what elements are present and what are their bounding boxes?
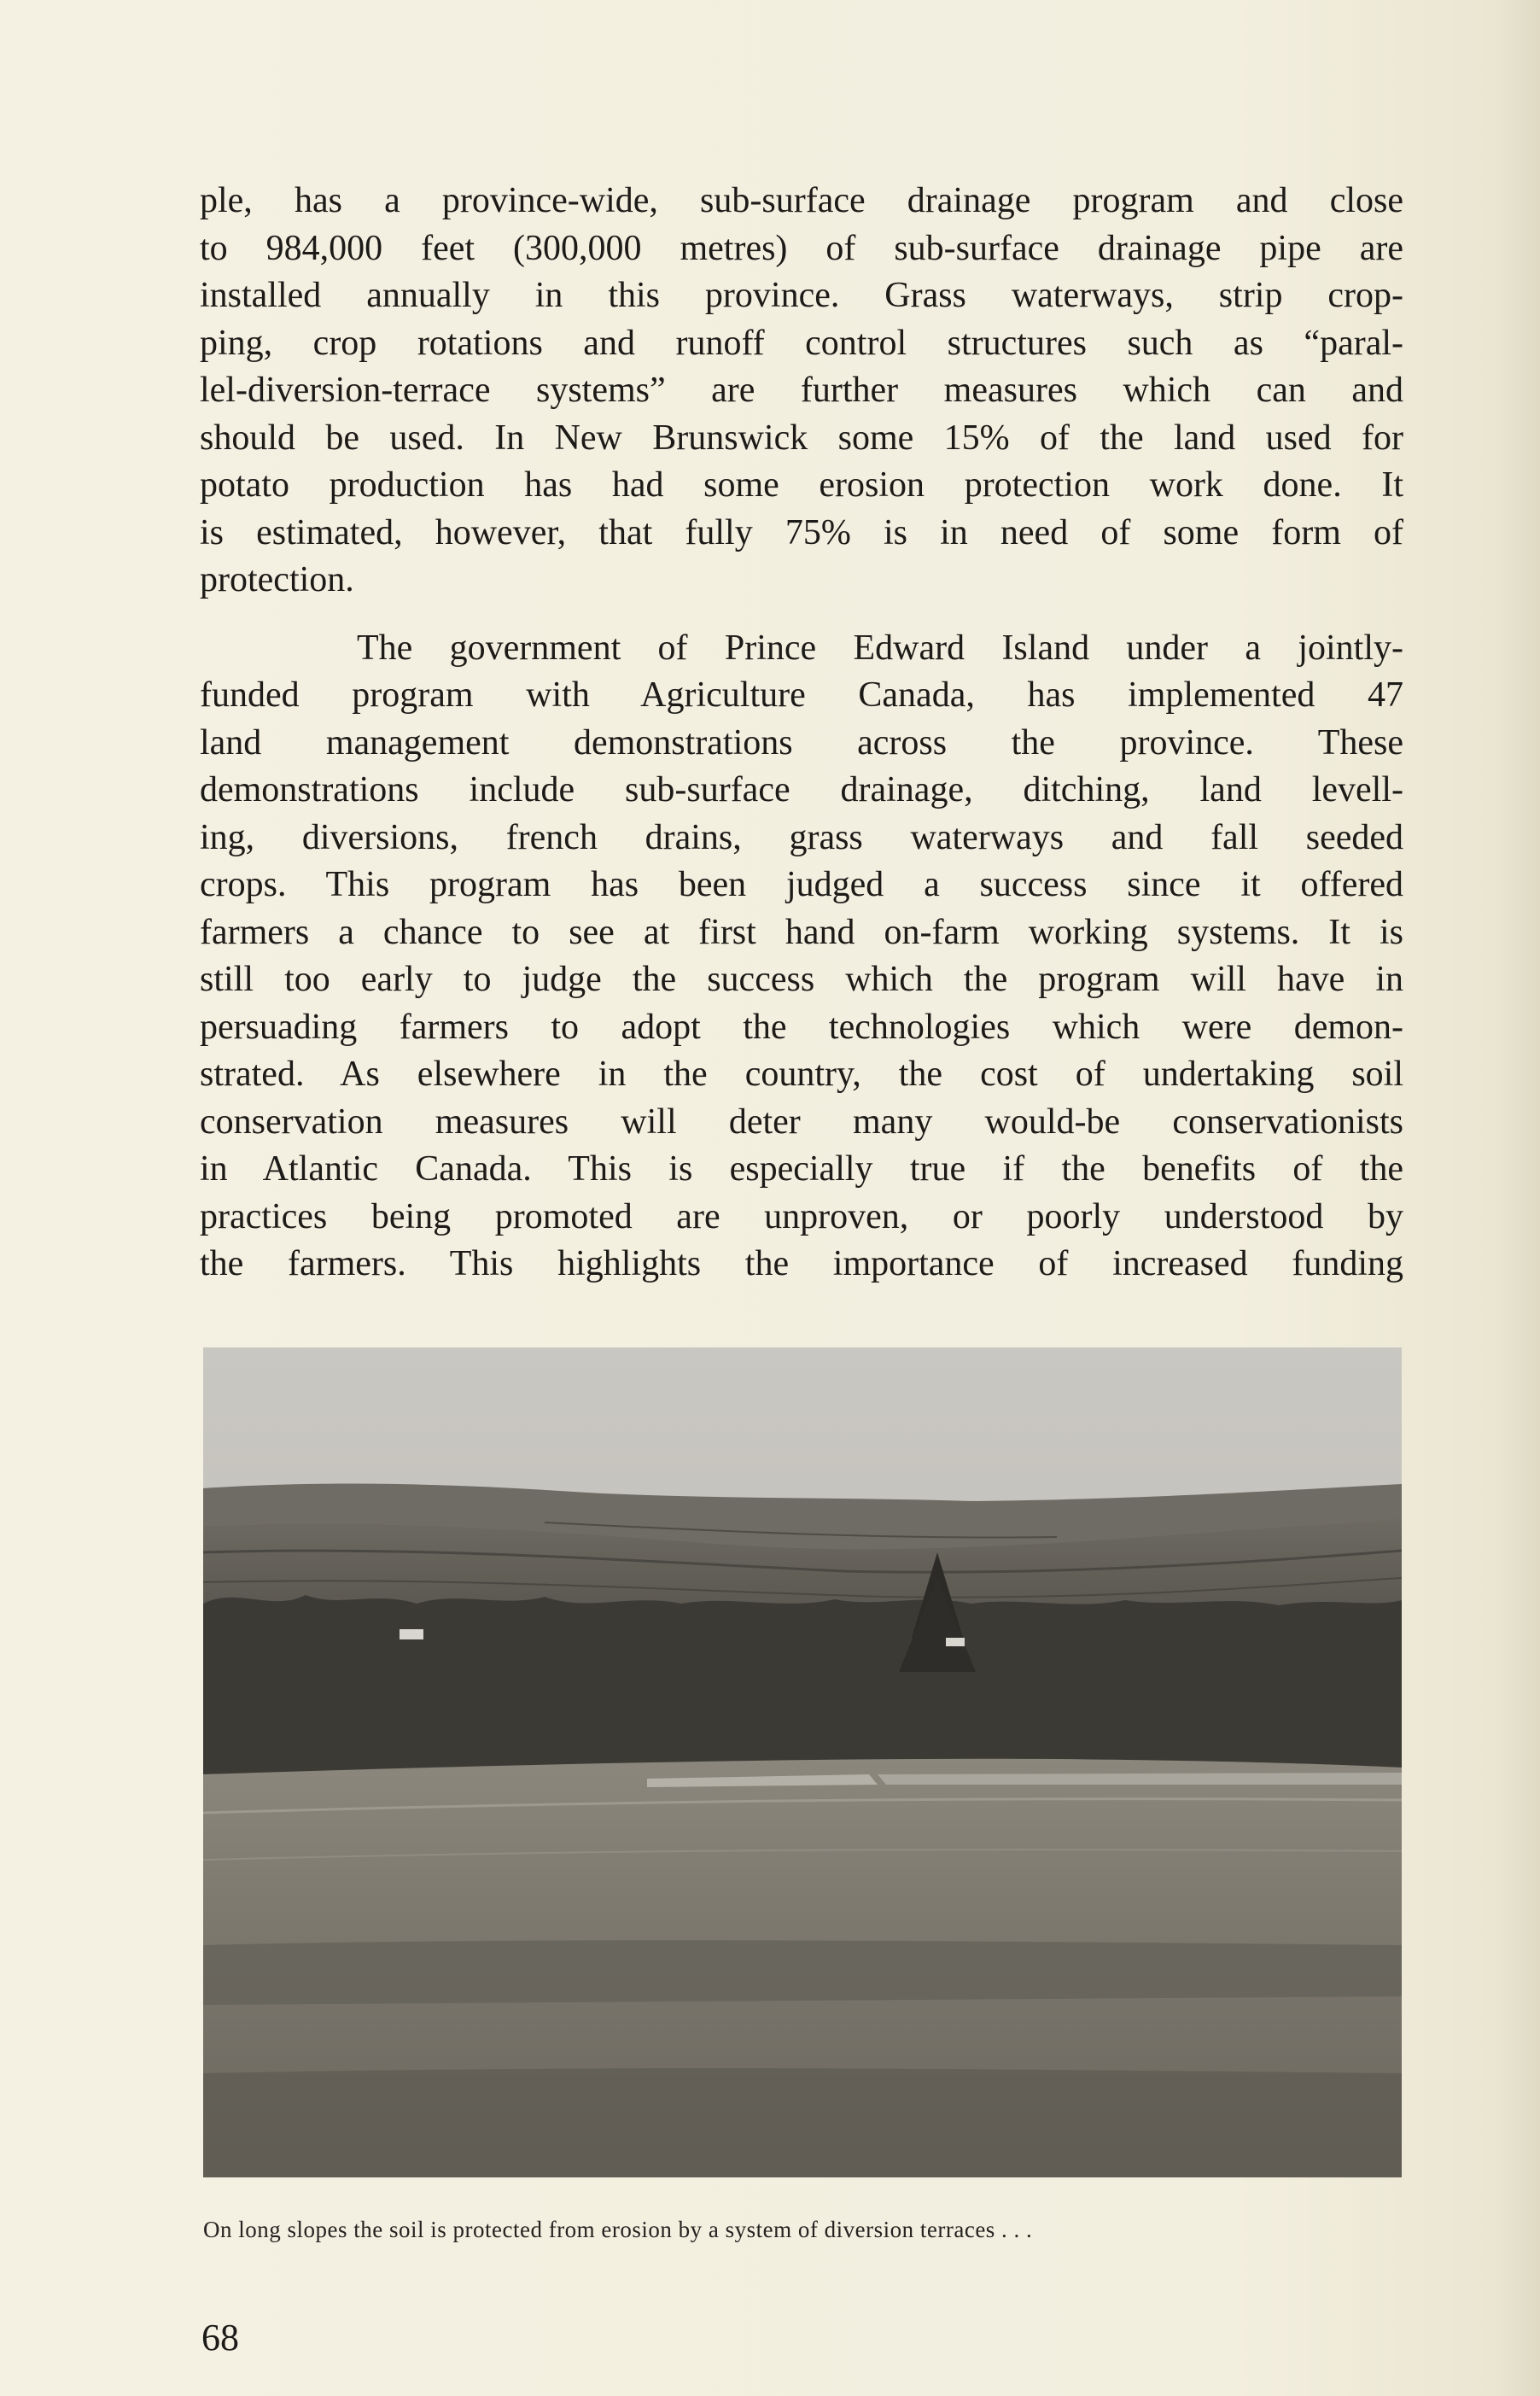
text-line: crops. This program has been judged a success since it offered	[200, 865, 1403, 904]
text-line: in Atlantic Canada. This is especially true if the benefits of the	[200, 1149, 1403, 1189]
text-line: to 984,000 feet (300,000 metres) of sub-surface drainage pipe are	[200, 228, 1403, 268]
text-line: demonstrations include sub-surface drainage, ditching, land levell-	[200, 770, 1403, 809]
text-line: still too early to judge the success which the program will have in	[200, 960, 1403, 999]
text-line: persuading farmers to adopt the technologies which were demon-	[200, 1007, 1403, 1047]
text-line: strated. As elsewhere in the country, the cost of undertaking soil	[200, 1055, 1403, 1094]
body-text	[200, 178, 1403, 1289]
text-line: The government of Prince Edward Island under a jointly-	[357, 628, 1403, 668]
text-line: land management demonstrations across the province. These	[200, 722, 1403, 763]
text-line: should be used. In New Brunswick some 15% of the land used for	[200, 418, 1403, 458]
page-number: 68	[201, 2317, 239, 2358]
text-line: lel-diversion-terrace systems” are further measures which can and	[200, 371, 1403, 410]
text-line: the farmers. This highlights the importance of increased funding	[200, 1244, 1403, 1283]
text-line: ping, crop rotations and runoff control structures such as “paral-	[200, 323, 1403, 363]
text-line: is estimated, however, that fully 75% is in need of some form of	[200, 512, 1403, 552]
figure-caption: On long slopes the soil is protected from erosion by a system of diversion terraces . . .	[203, 2217, 1033, 2242]
terraced-farmland-photo	[203, 1347, 1402, 2177]
text-line: ing, diversions, french drains, grass waterways and fall seeded	[200, 817, 1403, 857]
paragraph-1	[200, 178, 1403, 605]
text-line: installed annually in this province. Grass waterways, strip crop-	[200, 276, 1403, 315]
text-line: potato production has had some erosion protection work done. It	[200, 465, 1403, 505]
text-line: protection.	[200, 560, 354, 599]
paragraph-2	[200, 625, 1403, 1289]
text-line: ple, has a province-wide, sub-surface drainage program and close	[200, 181, 1403, 220]
text-line: funded program with Agriculture Canada, has implemented 47	[200, 675, 1403, 715]
text-line: conservation measures will deter many would-be conservationists	[200, 1102, 1403, 1142]
text-line: practices being promoted are unproven, or poorly understood by	[200, 1196, 1403, 1236]
landscape-photo	[203, 1347, 1402, 2177]
text-line: farmers a chance to see at first hand on-farm working systems. It is	[200, 912, 1403, 952]
